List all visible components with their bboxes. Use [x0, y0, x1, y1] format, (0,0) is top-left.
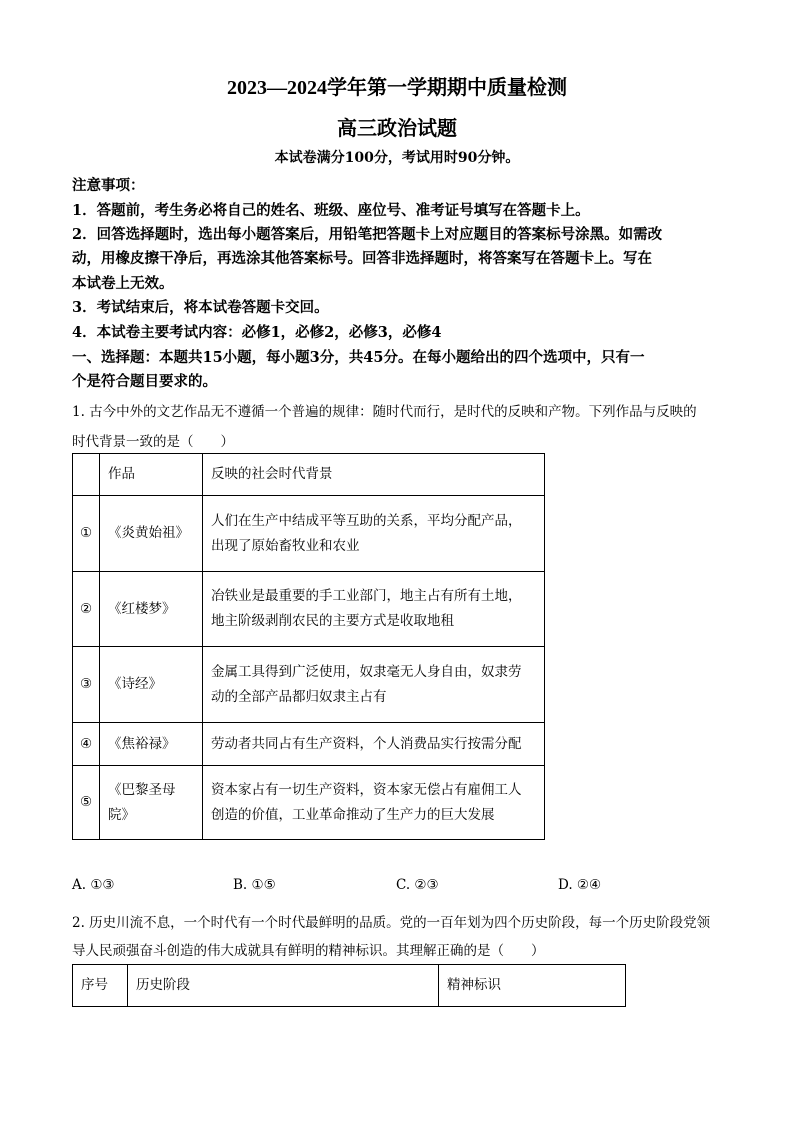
bg-line: 金属工具得到广泛使用，奴隶毫无人身自由，奴隶劳 — [211, 663, 522, 680]
col-header-background: 反映的社会时代背景 — [203, 454, 545, 496]
bg-line: 创造的价值，工业革命推动了生产力的巨大发展 — [211, 806, 495, 823]
col-header-stage: 历史阶段 — [128, 965, 439, 1007]
table-row — [73, 766, 545, 840]
exam-subject: 高三政治试题 — [337, 116, 457, 140]
row-background — [203, 572, 545, 647]
table-row — [73, 496, 545, 572]
row-number: ④ — [73, 723, 100, 766]
row-background — [203, 766, 545, 840]
note-item-4: 4．本试卷主要考试内容：必修1，必修2，必修3，必修4 — [72, 324, 442, 341]
q1-option-c: C. ②③ — [396, 877, 439, 893]
note-item-2-line-3: 本试卷上无效。 — [72, 275, 174, 292]
row-number: ② — [73, 572, 100, 647]
q2-table — [72, 964, 626, 1007]
row-number: ① — [73, 496, 100, 572]
q1-stem-line-2: 时代背景一致的是（ ） — [72, 434, 234, 450]
section-heading-line-2: 个是符合题目要求的。 — [72, 373, 217, 390]
q1-option-a: A. ①③ — [72, 877, 115, 893]
note-item-2-line-1: 2．回答选择题时，选出每小题答案后，用铅笔把答题卡上对应题目的答案标号涂黑。如需改 — [72, 226, 663, 243]
q1-table — [72, 453, 545, 840]
table-header-row — [73, 454, 545, 496]
col-header-number: 序号 — [73, 965, 128, 1007]
q1-option-d: D. ②④ — [558, 877, 602, 893]
bg-line: 冶铁业是最重要的手工业部门，地主占有所有土地， — [211, 588, 522, 604]
table-header-row — [73, 965, 626, 1007]
row-background — [203, 496, 545, 572]
q1-stem-line-1: 1. 古今中外的文艺作品无不遵循一个普遍的规律：随时代而行，是时代的反映和产物。下列作品与反映的 — [72, 404, 697, 420]
bg-line: 出现了原始畜牧业和农业 — [211, 537, 360, 554]
exam-info: 本试卷满分100分，考试用时90分钟。 — [274, 150, 520, 166]
row-work — [100, 766, 203, 840]
col-header-spirit: 精神标识 — [439, 965, 626, 1007]
table-row — [73, 723, 545, 766]
q2-stem-line-2: 导人民顽强奋斗创造的伟大成就具有鲜明的精神标识。其理解正确的是（ ） — [72, 943, 545, 959]
col-header-work: 作品 — [100, 454, 203, 496]
work-line: 《巴黎圣母 — [108, 781, 176, 798]
row-background: 劳动者共同占有生产资料，个人消费品实行按需分配 — [203, 723, 545, 766]
bg-line: 地主阶级剥削农民的主要方式是收取地租 — [211, 613, 454, 629]
section-heading-line-1: 一、选择题：本题共15小题，每小题3分，共45分。在每小题给出的四个选项中，只有一 — [72, 349, 645, 366]
notes-heading: 注意事项： — [72, 177, 145, 194]
row-work: 《红楼梦》 — [100, 572, 203, 647]
note-item-2-line-2: 动，用橡皮擦干净后，再选涂其他答案标号。回答非选择题时，将答案写在答题卡上。写在 — [72, 250, 652, 267]
row-work: 《诗经》 — [100, 647, 203, 723]
q2-stem-line-1: 2. 历史川流不息，一个时代有一个时代最鲜明的品质。党的一百年划为四个历史阶段，每一个历史阶段党领 — [72, 915, 711, 931]
row-number: ⑤ — [73, 766, 100, 840]
q1-option-b: B. ①⑤ — [233, 877, 276, 893]
work-line: 院》 — [108, 806, 135, 823]
note-item-1: 1．答题前，考生务必将自己的姓名、班级、座位号、准考证号填写在答题卡上。 — [72, 202, 590, 219]
row-number: ③ — [73, 647, 100, 723]
exam-title: 2023—2024学年第一学期期中质量检测 — [227, 77, 567, 99]
bg-line: 资本家占有一切生产资料，资本家无偿占有雇佣工人 — [211, 781, 522, 798]
note-item-3: 3．考试结束后，将本试卷答题卡交回。 — [72, 299, 329, 316]
row-work: 《炎黄始祖》 — [100, 496, 203, 572]
table-row — [73, 572, 545, 647]
bg-line: 人们在生产中结成平等互助的关系，平均分配产品， — [211, 512, 522, 529]
row-work: 《焦裕禄》 — [100, 723, 203, 766]
row-background — [203, 647, 545, 723]
bg-line: 动的全部产品都归奴隶主占有 — [211, 688, 387, 705]
table-row — [73, 647, 545, 723]
